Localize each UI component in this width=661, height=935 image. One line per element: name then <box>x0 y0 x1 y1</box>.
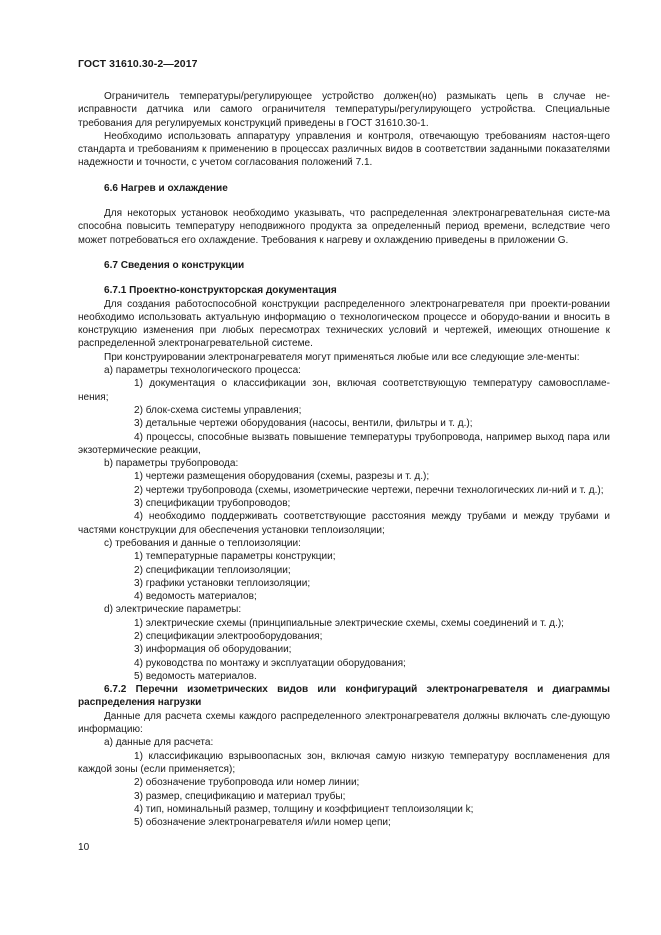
paragraph: 1) чертежи размещения оборудования (схемы, разрезы и т. д.); <box>134 471 430 483</box>
paragraph: Для некоторых установок необходимо указывать, что распределенная электронагревательная систе-ма способна повысить температуру неподвижного продукта за определенный период времени, вследствие чего может потребоваться его охлаждение. Требования к нагреву и охлаждению приведены в приложении G. <box>78 208 610 246</box>
paragraph: 5) обозначение электронагревателя и/или номер цепи; <box>134 817 391 829</box>
paragraph: 5) ведомость материалов. <box>134 670 257 682</box>
paragraph: 4) процессы, способные вызвать повышение температуры трубопровода, например выход пара или экзотермические реакции, <box>78 431 610 456</box>
paragraph: При конструировании электронагревателя могут применяться любые или все следующие эле-менты: <box>104 351 580 363</box>
section-heading: 6.6 Нагрев и охлаждение <box>104 182 228 194</box>
paragraph: 3) графики установки теплоизоляции; <box>134 577 311 589</box>
paragraph: b) параметры трубопровода: <box>104 458 239 470</box>
paragraph: Для создания работоспособной конструкции распределенного электронагревателя при проекти-ровании необходимо использовать актуальную информацию о технологическом процессе и оборудо-вании и вносить в конструкцию изменения при любых пересмотрах технических условий и чертежей, имеющих отношение к распределенной электронагревательной системе. <box>78 298 610 350</box>
paragraph: d) электрические параметры: <box>104 604 242 616</box>
paragraph: 4) тип, номинальный размер, толщину и коэффициент теплоизоляции k; <box>134 803 474 815</box>
paragraph: а) данные для расчета: <box>104 737 214 749</box>
paragraph: 4) руководства по монтажу и эксплуатации оборудования; <box>134 657 406 669</box>
paragraph: а) параметры технологического процесса: <box>104 365 301 377</box>
paragraph: 1) документация о классификации зон, включая соответствующую температуру самовоспламе-нения; <box>78 378 610 403</box>
section-heading: 6.7 Сведения о конструкции <box>104 259 245 271</box>
section-heading: 6.7.2 Перечни изометрических видов или конфигураций электронагревателя и диаграммы распределения нагрузки <box>78 684 610 709</box>
paragraph: 3) информация об оборудовании; <box>134 644 292 656</box>
paragraph: 3) спецификации трубопроводов; <box>134 498 291 510</box>
paragraph: 2) спецификации электрооборудования; <box>134 630 323 642</box>
paragraph: 1) температурные параметры конструкции; <box>134 551 336 563</box>
paragraph: 2) блок-схема системы управления; <box>134 404 302 416</box>
paragraph: Данные для расчета схемы каждого распределенного электронагревателя должны включать сле-дующую информацию: <box>78 710 610 736</box>
paragraph: 2) обозначение трубопровода или номер линии; <box>134 777 360 789</box>
paragraph: Ограничитель температуры/регулирующее устройство должен(но) размыкать цепь в случае не-исправности датчика или самого ограничителя температуры/регулирующего устройства. Специальные требования для регулируемых конструкций приведены в ГОСТ 31610.30-1. <box>78 91 610 129</box>
paragraph: 4) ведомость материалов; <box>134 591 257 603</box>
paragraph: 2) спецификации теплоизоляции; <box>134 564 291 576</box>
paragraph: 1) классификацию взрывоопасных зон, включая самую низкую температуру воспламенения для каждой зоны (если применяется); <box>78 750 610 775</box>
page-number: 10 <box>78 842 90 853</box>
paragraph: 3) размер, спецификацию и материал трубы; <box>134 790 346 802</box>
paragraph: 3) детальные чертежи оборудования (насосы, вентили, фильтры и т. д.); <box>134 418 473 430</box>
paragraph: 4) необходимо поддерживать соответствующие расстояния между трубами и между трубами и частями конструкции для обеспечения установки теплоизоляции; <box>78 511 610 536</box>
paragraph: с) требования и данные о теплоизоляции: <box>104 537 301 549</box>
document-header: ГОСТ 31610.30-2—2017 <box>78 58 198 70</box>
paragraph: 2) чертежи трубопровода (схемы, изометрические чертежи, перечни технологических ли-ний и т. д.); <box>134 484 604 496</box>
document-body <box>78 90 610 829</box>
paragraph: Необходимо использовать аппаратуру управления и контроля, отвечающую требованиям настоя-щего стандарта и требованиям к применению в процессах различных видов в соответствии заданными показателями надежности и точности, с учетом согласования положений 7.1. <box>78 130 610 169</box>
paragraph: 1) электрические схемы (принципиальные электрические схемы, схемы соединений и т. д.); <box>134 617 564 629</box>
section-heading: 6.7.1 Проектно-конструкторская документация <box>104 285 337 297</box>
